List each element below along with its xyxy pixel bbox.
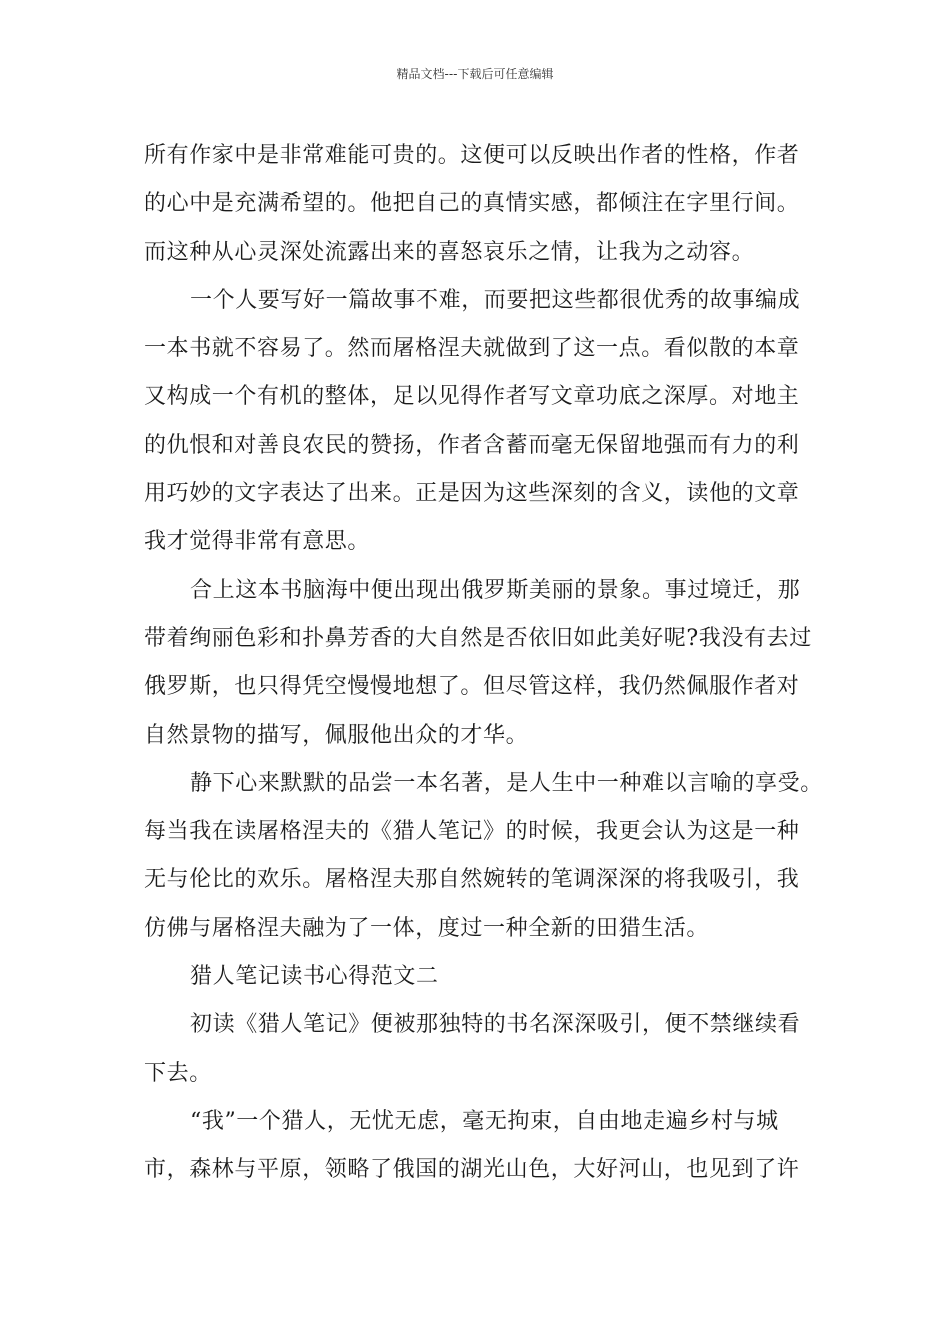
- text-line: 无与伦比的欢乐。屠格涅夫那自然婉转的笔调深深的将我吸引，我: [144, 867, 800, 893]
- text-line: 用巧妙的文字表达了出来。正是因为这些深刻的含义，读他的文章: [144, 481, 800, 507]
- paragraph-start-line: 初读《猎人笔记》便被那独特的书名深深吸引，便不禁继续看: [190, 1012, 801, 1038]
- text-line: 又构成一个有机的整体，足以见得作者写文章功底之深厚。对地主: [144, 384, 800, 410]
- paragraph-start-line: “我”一个猎人，无忧无虑，毫无拘束，自由地走遍乡村与城: [190, 1108, 779, 1134]
- text-line: 的仇恨和对善良农民的赞扬，作者含蓄而毫无保留地强而有力的利: [144, 432, 800, 458]
- text-line: 的心中是充满希望的。他把自己的真情实感，都倾注在字里行间。: [144, 191, 800, 217]
- text-line: 带着绚丽色彩和扑鼻芳香的大自然是否依旧如此美好呢?我没有去过: [144, 625, 812, 651]
- text-line: 自然景物的描写，佩服他出众的才华。: [144, 722, 529, 748]
- text-line: 所有作家中是非常难能可贵的。这便可以反映出作者的性格，作者: [144, 143, 800, 168]
- text-line: 每当我在读屠格涅夫的《猎人笔记》的时候，我更会认为这是一种: [144, 819, 800, 845]
- text-line: 下去。: [144, 1060, 212, 1086]
- paragraph-start-line: 静下心来默默的品尝一本名著，是人生中一种难以言喻的享受。: [190, 770, 823, 796]
- text-line: 一本书就不容易了。然而屠格涅夫就做到了这一点。看似散的本章: [144, 336, 800, 362]
- text-line: 我才觉得非常有意思。: [144, 529, 371, 555]
- section-heading: 猎人笔记读书心得范文二: [190, 964, 439, 990]
- document-body: [144, 132, 824, 1195]
- text-line: 市，森林与平原，领略了俄国的湖光山色，大好河山，也见到了许: [144, 1157, 800, 1183]
- text-line: 仿佛与屠格涅夫融为了一体，度过一种全新的田猎生活。: [144, 915, 710, 941]
- text-line: 俄罗斯，也只得凭空慢慢地想了。但尽管这样，我仍然佩服作者对: [144, 674, 800, 700]
- page-header: 精品文档---下载后可任意编辑: [396, 67, 554, 81]
- text-line: 而这种从心灵深处流露出来的喜怒哀乐之情，让我为之动容。: [144, 239, 755, 265]
- paragraph-start-line: 合上这本书脑海中便出现出俄罗斯美丽的景象。事过境迁，那: [190, 577, 801, 603]
- paragraph-start-line: 一个人要写好一篇故事不难，而要把这些都很优秀的故事编成: [190, 287, 801, 313]
